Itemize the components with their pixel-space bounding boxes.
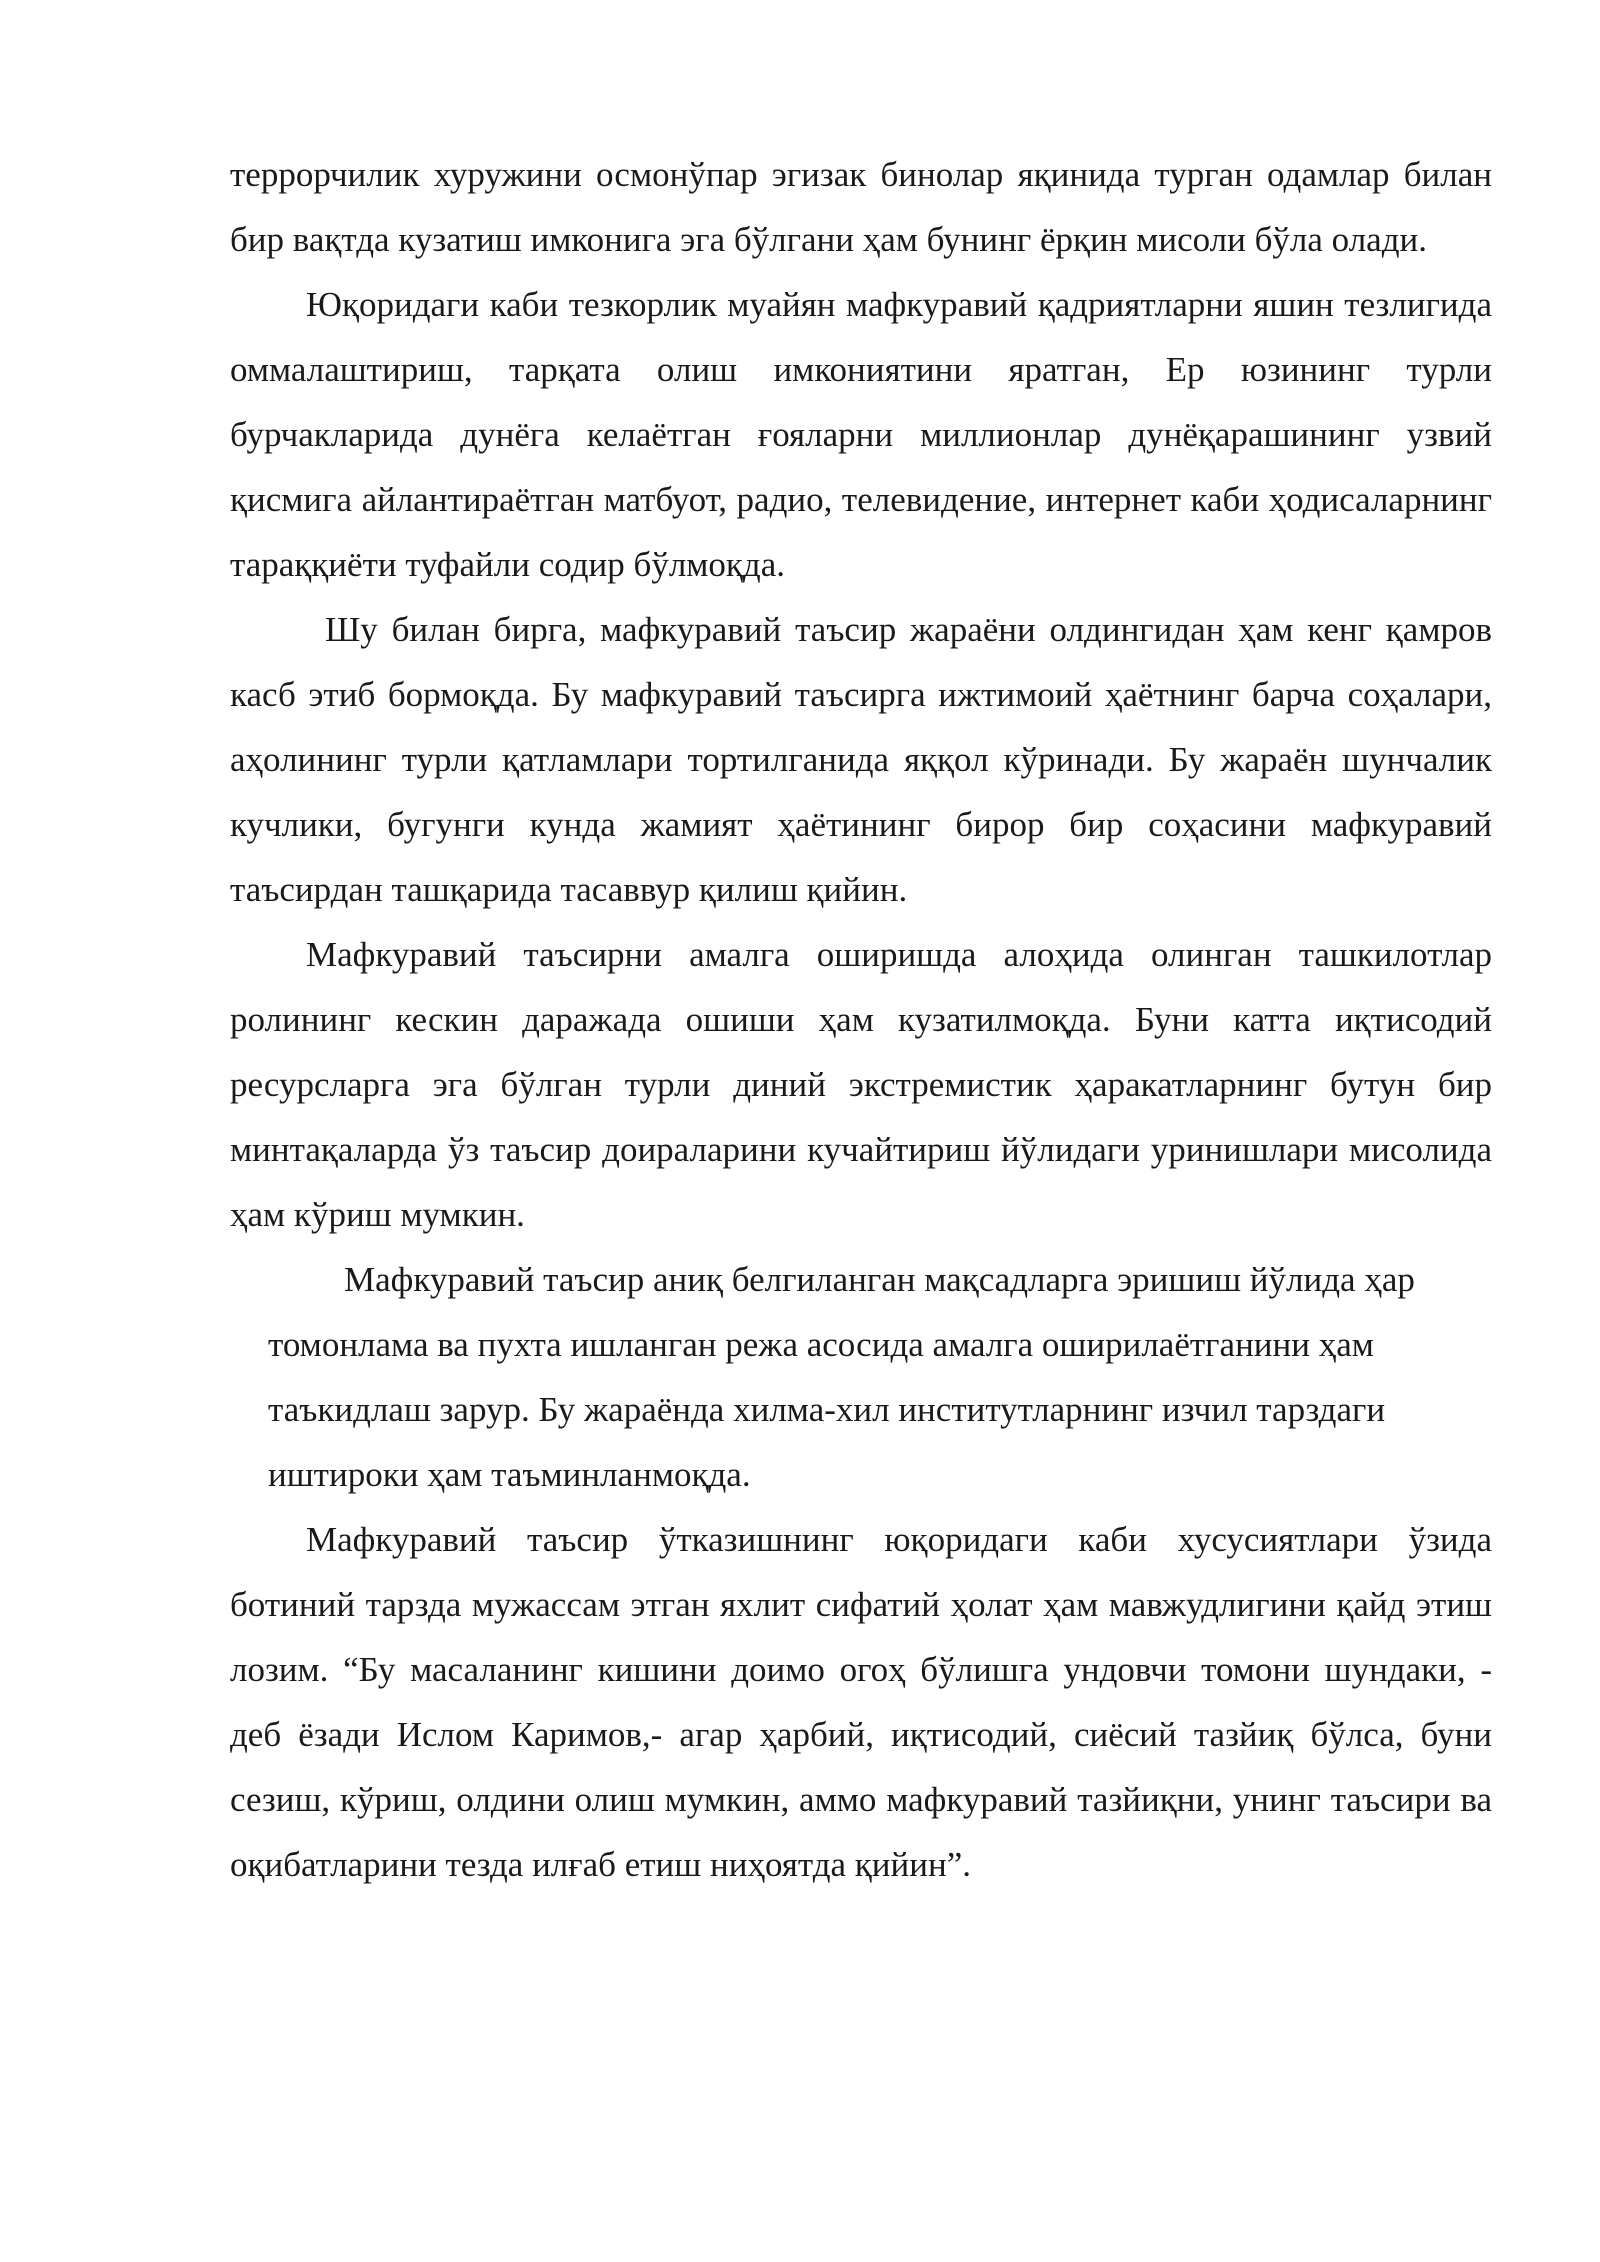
paragraph-1: террорчилик хуружини осмонўпар эгизак бинолар яқинида турган одамлар билан бир вақтда кузатиш имконига эга бўлгани ҳам бунинг ёрқин мисоли бўла олади. [230,155,1492,259]
paragraph-4: Мафкуравий таъсирни амалга оширишда алоҳида олинган ташкилотлар ролининг кескин даражада ошиши ҳам кузатилмоқда. Буни катта иқтисодий ресурсларга эга бўлган турли диний экстремистик ҳаракатларнинг бутун бир минтақаларда ўз таъсир доираларини кучайтириш йўлидаги уринишлари мисолида ҳам кўриш мумкин. [230,935,1492,1234]
paragraph-2: Юқоридаги каби тезкорлик муайян мафкуравий қадриятларни яшин тезлигида оммалаштириш, тарқата олиш имкониятини яратган, Ер юзининг турли бурчакларида дунёга келаётган ғояларни миллионлар дунёқарашининг узвий қисмига айлантираётган матбуот, радио, телевидение, интернет каби ҳодисаларнинг тараққиёти туфайли содир бўлмоқда. [230,285,1492,584]
body-text [230,142,1492,1897]
paragraph-6: Мафкуравий таъсир ўтказишнинг юқоридаги каби хусусиятлари ўзида ботиний тарзда мужассам этган яхлит сифатий ҳолат ҳам мавжудлигини қайд этиш лозим. “Бу масаланинг кишини доимо огоҳ бўлишга ундовчи томони шундаки, - деб ёзади Ислом Каримов,- агар ҳарбий, иқтисодий, сиёсий тазйиқ бўлса, буни сезиш, кўриш, олдини олиш мумкин, аммо мафкуравий тазйиқни, унинг таъсири ва оқибатларини тезда илғаб етиш ниҳоятда қийин”. [230,1520,1492,1884]
paragraph-3: Шу билан бирга, мафкуравий таъсир жараёни олдингидан ҳам кенг қамров касб этиб бормоқда. Бу мафкуравий таъсирга ижтимоий ҳаётнинг барча соҳалари, аҳолининг турли қатламлари тортилганида яққол кўринади. Бу жараён шунчалик кучлики, бугунги кунда жамият ҳаётининг бирор бир соҳасини мафкуравий таъсирдан ташқарида тасаввур қилиш қийин. [230,610,1492,909]
paragraph-5: Мафкуравий таъсир аниқ белгиланган мақсадларга эришиш йўлида ҳар томонлама ва пухта ишланган режа асосида амалга оширилаётганини ҳам таъкидлаш зарур. Бу жараёнда хилма-хил институтларнинг изчил тарздаги иштироки ҳам таъминланмоқда. [268,1260,1415,1494]
